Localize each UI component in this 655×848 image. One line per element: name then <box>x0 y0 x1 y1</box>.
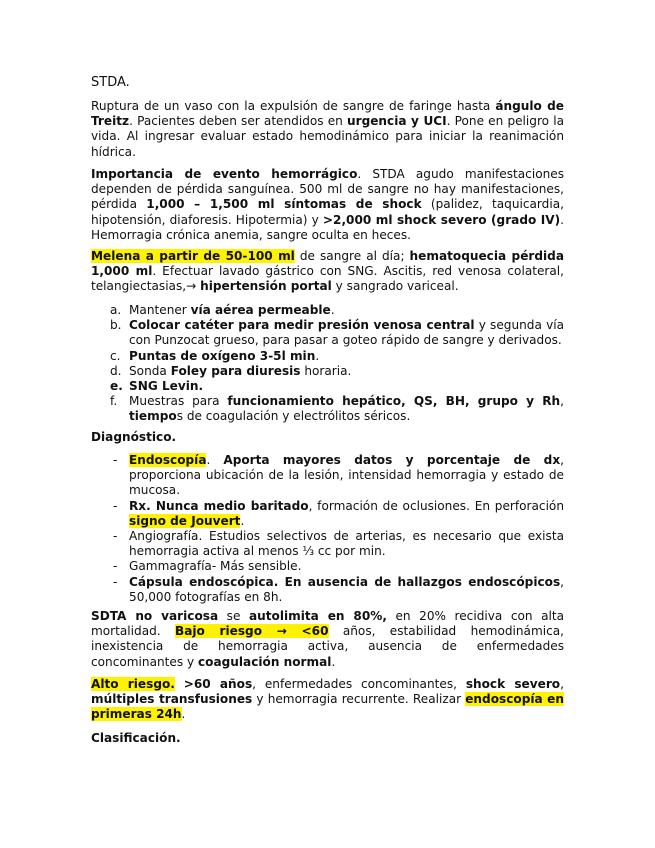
list-item: f. Muestras para funcionamiento hepático, QS, BH, grupo y Rh, tiempos de coagulación y electrólitos séricos. <box>110 394 564 424</box>
list-item: b. Colocar catéter para medir presión venosa central y segunda vía con Punzocat grueso, para pasar a goteo rápido de sangre y derivados. <box>110 318 564 348</box>
heading-diagnosis: Diagnóstico. <box>91 430 177 444</box>
paragraph-definition: Ruptura de un vaso con la expulsión de sangre de faringe hasta ángulo de Treitz. Pacientes deben ser atendidos en urgencia y UCI. Pone en peligro la vida. Al ingresar evaluar estado hemodinámico para iniciar la reanimación hídrica. <box>91 99 564 159</box>
heading-classification: Clasificación. <box>91 731 181 745</box>
paragraph-importance: Importancia de evento hemorrágico. STDA agudo manifestaciones dependen de pérdida sanguínea. 500 ml de sangre no hay manifestaciones, pérdida 1,000 – 1,500 ml síntomas de shock (palidez, taquicardia, hipotensión, diaforesis. Hipotermia) y >2,000 ml shock severo (grado IV). Hemorragia crónica anemia, sangre oculta en heces. <box>91 167 565 242</box>
diagnosis-list <box>91 453 564 605</box>
list-item: - Endoscopía. Aporta mayores datos y porcentaje de dx, proporciona ubicación de la lesión, intensidad hemorragia y estado de mucosa. <box>113 453 564 498</box>
list-item: - Rx. Nunca medio baritado, formación de oclusiones. En perforación signo de Jouvert. <box>113 498 564 528</box>
list-item: c. Puntas de oxígeno 3-5l min. <box>110 348 320 363</box>
list-item: - Cápsula endoscópica. En ausencia de hallazgos endoscópicos, 50,000 fotografías en 8h. <box>113 574 564 604</box>
list-item: e. SNG Levin. <box>110 379 204 394</box>
management-list <box>91 303 564 425</box>
paragraph-high-risk: Alto riesgo. >60 años, enfermedades concominantes, shock severo, múltiples transfusiones y hemorragia recurrente. Realizar endoscopía en primeras 24h. <box>91 677 564 722</box>
arrow-icon: → <box>186 279 197 294</box>
paragraph-non-variceal: SDTA no varicosa se autolimita en 80%, en 20% recidiva con alta mortalidad. Bajo riesgo → <60 años, estabilidad hemodinámica, inexistencia de hemorragia activa, ausencia de enfermedades concominantes y coagulación normal. <box>91 609 565 669</box>
list-item: - Angiografía. Estudios selectivos de arterias, es necesario que exista hemorragia activa al menos ⅓ cc por min. <box>113 529 564 559</box>
list-item: - Gammagrafía- Más sensible. <box>113 559 302 574</box>
list-item: d. Sonda Foley para diuresis horaria. <box>110 363 352 378</box>
list-item: a. Mantener vía aérea permeable. <box>110 303 335 317</box>
page-title: STDA. <box>91 75 130 90</box>
paragraph-melena: Melena a partir de 50-100 ml de sangre al día; hematoquecia pérdida 1,000 ml. Efectuar lavado gástrico con SNG. Ascitis, red venosa colateral, telangiectasias,→ hipertensión portal y sangrado variceal. <box>91 249 564 294</box>
